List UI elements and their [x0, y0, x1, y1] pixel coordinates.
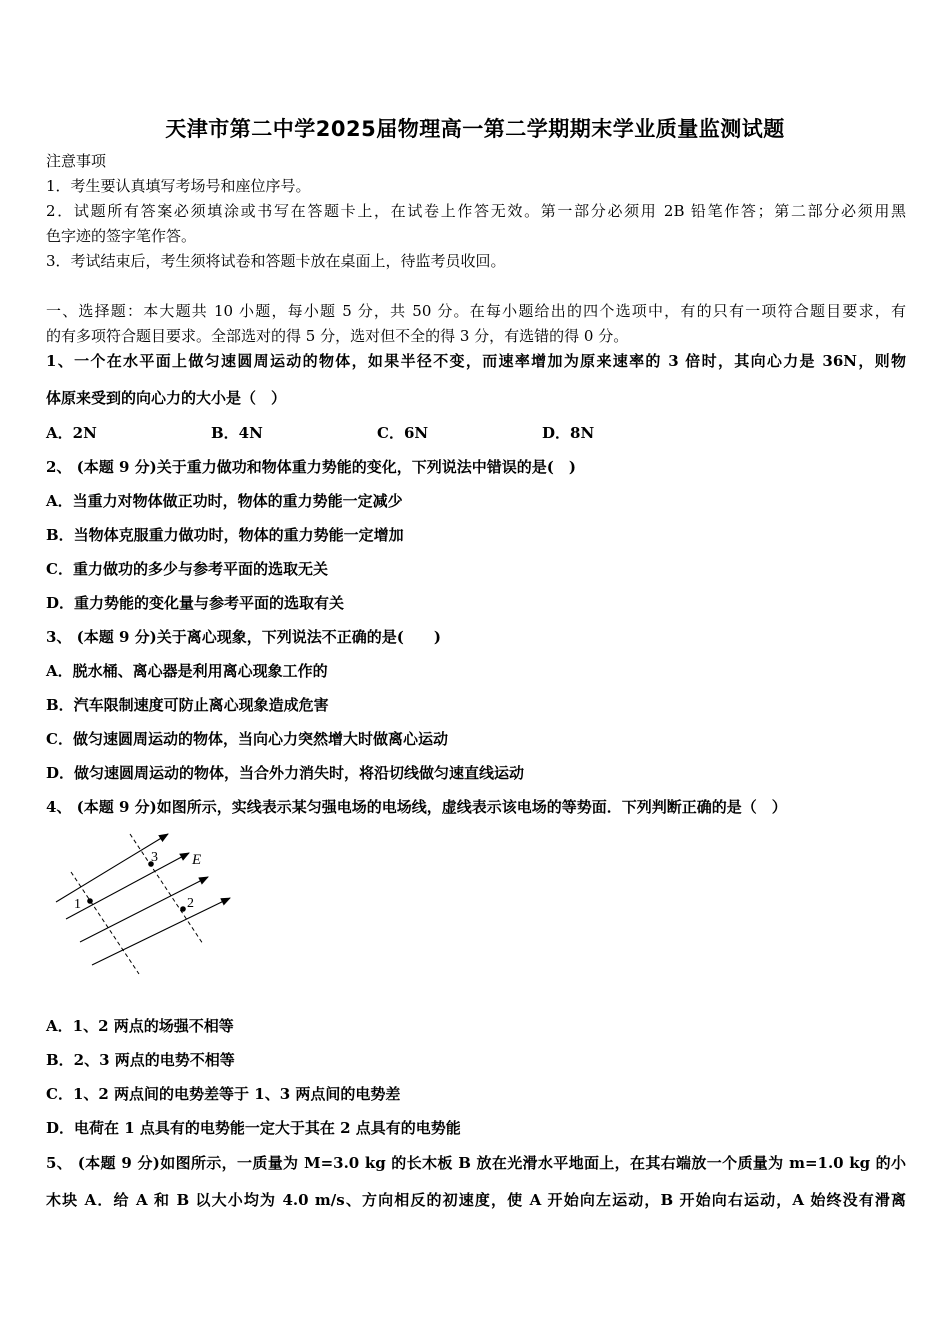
notice-item-1: 1．考生要认真填写考场号和座位序号。: [46, 177, 311, 195]
question-5-stem-line-2: 木块 A．给 A 和 B 以大小均为 4.0 m/s、方向相反的初速度，使 A 开始向左运动，B 开始向右运动，A 始终没有滑离: [46, 1191, 906, 1209]
field-label-e: E: [192, 852, 202, 868]
electric-field-figure: [52, 832, 242, 977]
question-3-option-b: B．汽车限制速度可防止离心现象造成危害: [46, 696, 329, 714]
question-1-option-a: A．2N: [46, 424, 97, 442]
field-line-2: [66, 853, 189, 919]
question-4-option-d: D．电荷在 1 点具有的电势能一定大于其在 2 点具有的电势能: [46, 1119, 461, 1137]
question-3-option-a: A．脱水桶、离心器是利用离心现象工作的: [46, 662, 328, 680]
question-1-option-b: B．4N: [211, 424, 263, 442]
section-instructions-line-1: 一、选择题：本大题共 10 小题，每小题 5 分，共 50 分。在每小题给出的四个选项中，有的只有一项符合题目要求，有: [46, 302, 906, 320]
question-3-option-c: C．做匀速圆周运动的物体，当向心力突然增大时做离心运动: [46, 730, 448, 748]
question-4-option-c: C．1、2 两点间的电势差等于 1、3 两点间的电势差: [46, 1085, 401, 1103]
point-2-dot: [180, 906, 186, 912]
point-3-label: 3: [151, 850, 158, 865]
section-instructions-line-2: 的有多项符合题目要求。全部选对的得 5 分，选对但不全的得 3 分，有选错的得 0 分。: [46, 327, 629, 345]
exam-title: 天津市第二中学2025届物理高一第二学期期末学业质量监测试题: [165, 117, 785, 141]
question-2-option-b: B．当物体克服重力做功时，物体的重力势能一定增加: [46, 526, 404, 544]
field-line-1: [56, 834, 168, 902]
question-1-stem-line-2: 体原来受到的向心力的大小是（ ）: [46, 389, 287, 407]
notice-item-2-line-2: 色字迹的签字笔作答。: [46, 227, 197, 245]
question-3-stem: 3、 (本题 9 分)关于离心现象，下列说法不正确的是( ): [46, 628, 441, 646]
question-1-stem-line-1: 1、一个在水平面上做匀速圆周运动的物体，如果半径不变，而速率增加为原来速率的 3 倍时，其向心力是 36N，则物: [46, 352, 906, 370]
question-2-stem: 2、 (本题 9 分)关于重力做功和物体重力势能的变化，下列说法中错误的是( ): [46, 458, 576, 476]
notice-item-2-line-1: 2．试题所有答案必须填涂或书写在答题卡上，在试卷上作答无效。第一部分必须用 2B 铅笔作答；第二部分必须用黑: [46, 202, 906, 220]
question-4-stem: 4、 (本题 9 分)如图所示，实线表示某匀强电场的电场线，虚线表示该电场的等势面．下列判断正确的是（ ）: [46, 798, 787, 816]
notice-heading: 注意事项: [46, 152, 107, 170]
question-1-option-d: D．8N: [542, 424, 595, 442]
question-3-option-d: D．做匀速圆周运动的物体，当合外力消失时，将沿切线做匀速直线运动: [46, 764, 525, 782]
question-5-stem-line-1: 5、 (本题 9 分)如图所示，一质量为 M=3.0 kg 的长木板 B 放在光滑水平地面上，在其右端放一个质量为 m=1.0 kg 的小: [46, 1154, 906, 1172]
question-2-option-a: A．当重力对物体做正功时，物体的重力势能一定减少: [46, 492, 403, 510]
notice-item-3: 3．考试结束后，考生须将试卷和答题卡放在桌面上，待监考员收回。: [46, 252, 506, 270]
question-2-option-d: D．重力势能的变化量与参考平面的选取有关: [46, 594, 345, 612]
question-1-option-c: C．6N: [377, 424, 429, 442]
point-2-label: 2: [187, 896, 194, 911]
point-1-label: 1: [74, 897, 81, 912]
point-1-dot: [87, 898, 93, 904]
question-4-option-a: A．1、2 两点的场强不相等: [46, 1017, 234, 1035]
field-line-4: [92, 898, 230, 965]
question-4-option-b: B．2、3 两点的电势不相等: [46, 1051, 235, 1069]
question-2-option-c: C．重力做功的多少与参考平面的选取无关: [46, 560, 328, 578]
